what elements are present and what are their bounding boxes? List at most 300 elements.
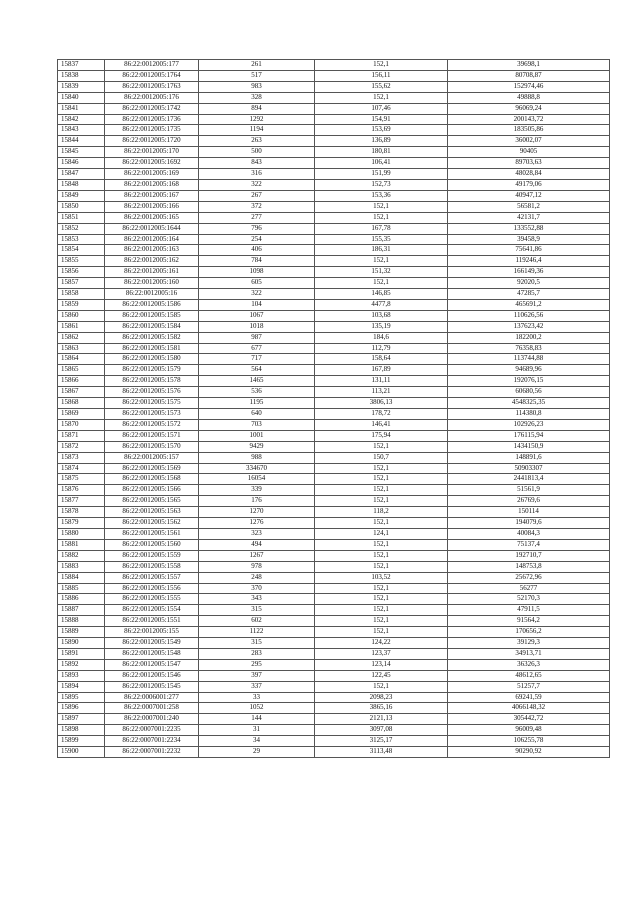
cadastral-number-cell: 86:22:0012005:1644 xyxy=(105,223,199,234)
rate-cell: 103,68 xyxy=(315,310,448,321)
area-cell: 564 xyxy=(199,365,315,376)
table-row xyxy=(58,594,610,605)
value-cell: 36326,3 xyxy=(448,659,610,670)
row-number-cell: 15859 xyxy=(58,299,105,310)
area-cell: 1270 xyxy=(199,507,315,518)
table-row xyxy=(58,201,610,212)
table-row xyxy=(58,409,610,420)
rate-cell: 3806,13 xyxy=(315,398,448,409)
value-cell: 192076,15 xyxy=(448,376,610,387)
row-number-cell: 15864 xyxy=(58,354,105,365)
row-number-cell: 15857 xyxy=(58,278,105,289)
area-cell: 334670 xyxy=(199,463,315,474)
row-number-cell: 15865 xyxy=(58,365,105,376)
cadastral-number-cell: 86:22:0012005:1584 xyxy=(105,321,199,332)
row-number-cell: 15868 xyxy=(58,398,105,409)
cadastral-number-cell: 86:22:0012005:1582 xyxy=(105,332,199,343)
rate-cell: 156,11 xyxy=(315,70,448,81)
area-cell: 372 xyxy=(199,201,315,212)
rate-cell: 152,1 xyxy=(315,278,448,289)
row-number-cell: 15854 xyxy=(58,245,105,256)
value-cell: 152974,46 xyxy=(448,81,610,92)
area-cell: 703 xyxy=(199,419,315,430)
rate-cell: 152,1 xyxy=(315,485,448,496)
value-cell: 75641,86 xyxy=(448,245,610,256)
area-cell: 9429 xyxy=(199,441,315,452)
row-number-cell: 15858 xyxy=(58,289,105,300)
area-cell: 339 xyxy=(199,485,315,496)
area-cell: 337 xyxy=(199,681,315,692)
value-cell: 34913,71 xyxy=(448,648,610,659)
area-cell: 343 xyxy=(199,594,315,605)
area-cell: 1052 xyxy=(199,703,315,714)
cadastral-number-cell: 86:22:0012005:157 xyxy=(105,452,199,463)
cadastral-number-cell: 86:22:0012005:161 xyxy=(105,267,199,278)
rate-cell: 152,1 xyxy=(315,474,448,485)
value-cell: 96069,24 xyxy=(448,103,610,114)
cadastral-number-cell: 86:22:0012005:16 xyxy=(105,289,199,300)
cadastral-number-cell: 86:22:0012005:1563 xyxy=(105,507,199,518)
rate-cell: 123,14 xyxy=(315,659,448,670)
table-row xyxy=(58,92,610,103)
value-cell: 114380,8 xyxy=(448,409,610,420)
rate-cell: 167,89 xyxy=(315,365,448,376)
rate-cell: 152,1 xyxy=(315,201,448,212)
table-row xyxy=(58,278,610,289)
rate-cell: 152,1 xyxy=(315,561,448,572)
rate-cell: 123,37 xyxy=(315,648,448,659)
cadastral-number-cell: 86:22:0007001:2235 xyxy=(105,725,199,736)
cadastral-number-cell: 86:22:0012005:165 xyxy=(105,212,199,223)
value-cell: 39129,3 xyxy=(448,638,610,649)
value-cell: 47911,5 xyxy=(448,605,610,616)
area-cell: 1001 xyxy=(199,430,315,441)
table-row xyxy=(58,452,610,463)
value-cell: 148891,6 xyxy=(448,452,610,463)
table-row xyxy=(58,736,610,747)
rate-cell: 131,11 xyxy=(315,376,448,387)
row-number-cell: 15893 xyxy=(58,670,105,681)
rate-cell: 152,1 xyxy=(315,616,448,627)
value-cell: 194079,6 xyxy=(448,518,610,529)
rate-cell: 152,1 xyxy=(315,627,448,638)
value-cell: 47285,7 xyxy=(448,289,610,300)
value-cell: 40084,3 xyxy=(448,528,610,539)
table-row xyxy=(58,627,610,638)
cadastral-number-cell: 86:22:0012005:1559 xyxy=(105,550,199,561)
rate-cell: 106,41 xyxy=(315,158,448,169)
value-cell: 94689,96 xyxy=(448,365,610,376)
area-cell: 34 xyxy=(199,736,315,747)
rate-cell: 186,31 xyxy=(315,245,448,256)
row-number-cell: 15841 xyxy=(58,103,105,114)
row-number-cell: 15898 xyxy=(58,725,105,736)
table-row xyxy=(58,114,610,125)
area-cell: 406 xyxy=(199,245,315,256)
rate-cell: 152,1 xyxy=(315,681,448,692)
rate-cell: 152,1 xyxy=(315,60,448,71)
rate-cell: 152,1 xyxy=(315,441,448,452)
area-cell: 784 xyxy=(199,256,315,267)
value-cell: 4066148,32 xyxy=(448,703,610,714)
rate-cell: 152,1 xyxy=(315,212,448,223)
table-row xyxy=(58,648,610,659)
rate-cell: 152,1 xyxy=(315,539,448,550)
area-cell: 978 xyxy=(199,561,315,572)
area-cell: 328 xyxy=(199,92,315,103)
value-cell: 166149,36 xyxy=(448,267,610,278)
value-cell: 51257,7 xyxy=(448,681,610,692)
row-number-cell: 15856 xyxy=(58,267,105,278)
table-row xyxy=(58,528,610,539)
area-cell: 316 xyxy=(199,169,315,180)
table-row xyxy=(58,60,610,71)
row-number-cell: 15851 xyxy=(58,212,105,223)
table-row xyxy=(58,103,610,114)
value-cell: 52170,3 xyxy=(448,594,610,605)
area-cell: 1194 xyxy=(199,125,315,136)
row-number-cell: 15876 xyxy=(58,485,105,496)
rate-cell: 151,32 xyxy=(315,267,448,278)
cadastral-number-cell: 86:22:0012005:1735 xyxy=(105,125,199,136)
cadastral-number-cell: 86:22:0012005:1566 xyxy=(105,485,199,496)
table-row xyxy=(58,496,610,507)
row-number-cell: 15843 xyxy=(58,125,105,136)
area-cell: 248 xyxy=(199,572,315,583)
cadastral-number-cell: 86:22:0012005:1586 xyxy=(105,299,199,310)
area-cell: 144 xyxy=(199,714,315,725)
value-cell: 36002,07 xyxy=(448,136,610,147)
table-row xyxy=(58,365,610,376)
cadastral-number-cell: 86:22:0012005:1556 xyxy=(105,583,199,594)
row-number-cell: 15895 xyxy=(58,692,105,703)
row-number-cell: 15838 xyxy=(58,70,105,81)
area-cell: 176 xyxy=(199,496,315,507)
cadastral-number-cell: 86:22:0012005:1558 xyxy=(105,561,199,572)
area-cell: 843 xyxy=(199,158,315,169)
rate-cell: 167,78 xyxy=(315,223,448,234)
value-cell: 56581,2 xyxy=(448,201,610,212)
table-row xyxy=(58,441,610,452)
value-cell: 90405 xyxy=(448,147,610,158)
cadastral-number-cell: 86:22:0012005:1549 xyxy=(105,638,199,649)
area-cell: 315 xyxy=(199,605,315,616)
row-number-cell: 15881 xyxy=(58,539,105,550)
rate-cell: 146,85 xyxy=(315,289,448,300)
table-row xyxy=(58,321,610,332)
rate-cell: 152,1 xyxy=(315,518,448,529)
area-cell: 517 xyxy=(199,70,315,81)
value-cell: 89703,63 xyxy=(448,158,610,169)
row-number-cell: 15869 xyxy=(58,409,105,420)
cadastral-number-cell: 86:22:0012005:1561 xyxy=(105,528,199,539)
row-number-cell: 15867 xyxy=(58,387,105,398)
table-row xyxy=(58,725,610,736)
cadastral-number-cell: 86:22:0012005:1546 xyxy=(105,670,199,681)
cadastral-number-cell: 86:22:0012005:160 xyxy=(105,278,199,289)
rate-cell: 150,7 xyxy=(315,452,448,463)
area-cell: 283 xyxy=(199,648,315,659)
row-number-cell: 15845 xyxy=(58,147,105,158)
cadastral-number-cell: 86:22:0012005:1764 xyxy=(105,70,199,81)
cadastral-number-cell: 86:22:0012005:1581 xyxy=(105,343,199,354)
value-cell: 465691,2 xyxy=(448,299,610,310)
table-row xyxy=(58,343,610,354)
rate-cell: 152,1 xyxy=(315,594,448,605)
cadastral-number-cell: 86:22:0007001:2232 xyxy=(105,747,199,758)
table-row xyxy=(58,267,610,278)
row-number-cell: 15894 xyxy=(58,681,105,692)
table-row xyxy=(58,332,610,343)
table-row xyxy=(58,550,610,561)
row-number-cell: 15853 xyxy=(58,234,105,245)
data-table xyxy=(57,59,610,758)
table-row xyxy=(58,518,610,529)
area-cell: 894 xyxy=(199,103,315,114)
value-cell: 26769,6 xyxy=(448,496,610,507)
area-cell: 640 xyxy=(199,409,315,420)
value-cell: 170656,2 xyxy=(448,627,610,638)
value-cell: 183505,86 xyxy=(448,125,610,136)
area-cell: 261 xyxy=(199,60,315,71)
cadastral-number-cell: 86:22:0012005:1578 xyxy=(105,376,199,387)
table-row xyxy=(58,507,610,518)
cadastral-number-cell: 86:22:0012005:1580 xyxy=(105,354,199,365)
rate-cell: 118,2 xyxy=(315,507,448,518)
cadastral-number-cell: 86:22:0012005:1585 xyxy=(105,310,199,321)
cadastral-number-cell: 86:22:0012005:163 xyxy=(105,245,199,256)
row-number-cell: 15873 xyxy=(58,452,105,463)
value-cell: 49179,06 xyxy=(448,179,610,190)
rate-cell: 122,45 xyxy=(315,670,448,681)
table-row xyxy=(58,299,610,310)
rate-cell: 180,81 xyxy=(315,147,448,158)
area-cell: 315 xyxy=(199,638,315,649)
area-cell: 602 xyxy=(199,616,315,627)
row-number-cell: 15900 xyxy=(58,747,105,758)
area-cell: 16054 xyxy=(199,474,315,485)
table-row xyxy=(58,169,610,180)
cadastral-number-cell: 86:22:0012005:1763 xyxy=(105,81,199,92)
table-row xyxy=(58,256,610,267)
area-cell: 1018 xyxy=(199,321,315,332)
area-cell: 397 xyxy=(199,670,315,681)
cadastral-number-cell: 86:22:0012005:176 xyxy=(105,92,199,103)
row-number-cell: 15883 xyxy=(58,561,105,572)
rate-cell: 112,79 xyxy=(315,343,448,354)
table-row xyxy=(58,398,610,409)
table-row xyxy=(58,190,610,201)
row-number-cell: 15842 xyxy=(58,114,105,125)
table-row xyxy=(58,747,610,758)
cadastral-number-cell: 86:22:0007001:2234 xyxy=(105,736,199,747)
row-number-cell: 15889 xyxy=(58,627,105,638)
rate-cell: 4477,8 xyxy=(315,299,448,310)
row-number-cell: 15840 xyxy=(58,92,105,103)
area-cell: 677 xyxy=(199,343,315,354)
rate-cell: 2098,23 xyxy=(315,692,448,703)
table-body xyxy=(58,60,610,758)
row-number-cell: 15872 xyxy=(58,441,105,452)
cadastral-number-cell: 86:22:0012005:1557 xyxy=(105,572,199,583)
area-cell: 717 xyxy=(199,354,315,365)
row-number-cell: 15875 xyxy=(58,474,105,485)
rate-cell: 124,22 xyxy=(315,638,448,649)
table-row xyxy=(58,692,610,703)
value-cell: 40947,12 xyxy=(448,190,610,201)
cadastral-number-cell: 86:22:0012005:1573 xyxy=(105,409,199,420)
value-cell: 110626,56 xyxy=(448,310,610,321)
rate-cell: 152,1 xyxy=(315,550,448,561)
cadastral-number-cell: 86:22:0012005:1568 xyxy=(105,474,199,485)
value-cell: 92020,5 xyxy=(448,278,610,289)
row-number-cell: 15849 xyxy=(58,190,105,201)
table-row xyxy=(58,681,610,692)
rate-cell: 184,6 xyxy=(315,332,448,343)
row-number-cell: 15846 xyxy=(58,158,105,169)
row-number-cell: 15886 xyxy=(58,594,105,605)
rate-cell: 3113,48 xyxy=(315,747,448,758)
row-number-cell: 15899 xyxy=(58,736,105,747)
value-cell: 90290,92 xyxy=(448,747,610,758)
value-cell: 91564,2 xyxy=(448,616,610,627)
cadastral-number-cell: 86:22:0012005:1575 xyxy=(105,398,199,409)
table-row xyxy=(58,158,610,169)
area-cell: 605 xyxy=(199,278,315,289)
area-cell: 322 xyxy=(199,179,315,190)
area-cell: 500 xyxy=(199,147,315,158)
value-cell: 76358,83 xyxy=(448,343,610,354)
area-cell: 370 xyxy=(199,583,315,594)
value-cell: 4548325,35 xyxy=(448,398,610,409)
row-number-cell: 15885 xyxy=(58,583,105,594)
table-row xyxy=(58,147,610,158)
cadastral-number-cell: 86:22:0012005:155 xyxy=(105,627,199,638)
value-cell: 133552,88 xyxy=(448,223,610,234)
value-cell: 102926,23 xyxy=(448,419,610,430)
rate-cell: 113,21 xyxy=(315,387,448,398)
value-cell: 49888,8 xyxy=(448,92,610,103)
rate-cell: 107,46 xyxy=(315,103,448,114)
value-cell: 80708,87 xyxy=(448,70,610,81)
rate-cell: 152,1 xyxy=(315,256,448,267)
cadastral-number-cell: 86:22:0012005:1570 xyxy=(105,441,199,452)
cadastral-number-cell: 86:22:0012005:1547 xyxy=(105,659,199,670)
cadastral-number-cell: 86:22:0012005:1572 xyxy=(105,419,199,430)
row-number-cell: 15877 xyxy=(58,496,105,507)
table-row xyxy=(58,572,610,583)
rate-cell: 152,1 xyxy=(315,605,448,616)
area-cell: 277 xyxy=(199,212,315,223)
cadastral-number-cell: 86:22:0007001:258 xyxy=(105,703,199,714)
table-row xyxy=(58,179,610,190)
area-cell: 254 xyxy=(199,234,315,245)
area-cell: 33 xyxy=(199,692,315,703)
table-row xyxy=(58,474,610,485)
rate-cell: 151,99 xyxy=(315,169,448,180)
area-cell: 987 xyxy=(199,332,315,343)
row-number-cell: 15880 xyxy=(58,528,105,539)
row-number-cell: 15860 xyxy=(58,310,105,321)
value-cell: 176115,94 xyxy=(448,430,610,441)
rate-cell: 153,36 xyxy=(315,190,448,201)
row-number-cell: 15896 xyxy=(58,703,105,714)
cadastral-number-cell: 86:22:0012005:169 xyxy=(105,169,199,180)
row-number-cell: 15897 xyxy=(58,714,105,725)
cadastral-number-cell: 86:22:0012005:1545 xyxy=(105,681,199,692)
area-cell: 1195 xyxy=(199,398,315,409)
area-cell: 1122 xyxy=(199,627,315,638)
row-number-cell: 15879 xyxy=(58,518,105,529)
value-cell: 148753,8 xyxy=(448,561,610,572)
table-row xyxy=(58,616,610,627)
cadastral-number-cell: 86:22:0012005:1551 xyxy=(105,616,199,627)
value-cell: 48028,84 xyxy=(448,169,610,180)
cadastral-number-cell: 86:22:0012005:177 xyxy=(105,60,199,71)
table-row xyxy=(58,310,610,321)
rate-cell: 136,89 xyxy=(315,136,448,147)
row-number-cell: 15874 xyxy=(58,463,105,474)
value-cell: 137623,42 xyxy=(448,321,610,332)
value-cell: 119246,4 xyxy=(448,256,610,267)
cadastral-number-cell: 86:22:0006001:277 xyxy=(105,692,199,703)
rate-cell: 3865,16 xyxy=(315,703,448,714)
cadastral-number-cell: 86:22:0012005:166 xyxy=(105,201,199,212)
area-cell: 1292 xyxy=(199,114,315,125)
table-row xyxy=(58,125,610,136)
table-row xyxy=(58,485,610,496)
area-cell: 983 xyxy=(199,81,315,92)
area-cell: 267 xyxy=(199,190,315,201)
row-number-cell: 15884 xyxy=(58,572,105,583)
cadastral-number-cell: 86:22:0012005:1579 xyxy=(105,365,199,376)
row-number-cell: 15852 xyxy=(58,223,105,234)
value-cell: 39698,1 xyxy=(448,60,610,71)
table-row xyxy=(58,605,610,616)
table-row xyxy=(58,561,610,572)
rate-cell: 153,69 xyxy=(315,125,448,136)
cadastral-number-cell: 86:22:0012005:1569 xyxy=(105,463,199,474)
cadastral-number-cell: 86:22:0012005:1736 xyxy=(105,114,199,125)
rate-cell: 152,73 xyxy=(315,179,448,190)
table-row xyxy=(58,638,610,649)
cadastral-number-cell: 86:22:0012005:1576 xyxy=(105,387,199,398)
row-number-cell: 15863 xyxy=(58,343,105,354)
value-cell: 42131,7 xyxy=(448,212,610,223)
cadastral-number-cell: 86:22:0007001:240 xyxy=(105,714,199,725)
value-cell: 25672,96 xyxy=(448,572,610,583)
table-row xyxy=(58,714,610,725)
table-row xyxy=(58,376,610,387)
rate-cell: 155,62 xyxy=(315,81,448,92)
table-row xyxy=(58,245,610,256)
value-cell: 96009,48 xyxy=(448,725,610,736)
row-number-cell: 15861 xyxy=(58,321,105,332)
row-number-cell: 15839 xyxy=(58,81,105,92)
area-cell: 1098 xyxy=(199,267,315,278)
value-cell: 39458,9 xyxy=(448,234,610,245)
area-cell: 263 xyxy=(199,136,315,147)
rate-cell: 158,64 xyxy=(315,354,448,365)
rate-cell: 155,35 xyxy=(315,234,448,245)
area-cell: 1067 xyxy=(199,310,315,321)
rate-cell: 178,72 xyxy=(315,409,448,420)
table-row xyxy=(58,354,610,365)
row-number-cell: 15850 xyxy=(58,201,105,212)
row-number-cell: 15837 xyxy=(58,60,105,71)
row-number-cell: 15847 xyxy=(58,169,105,180)
area-cell: 536 xyxy=(199,387,315,398)
